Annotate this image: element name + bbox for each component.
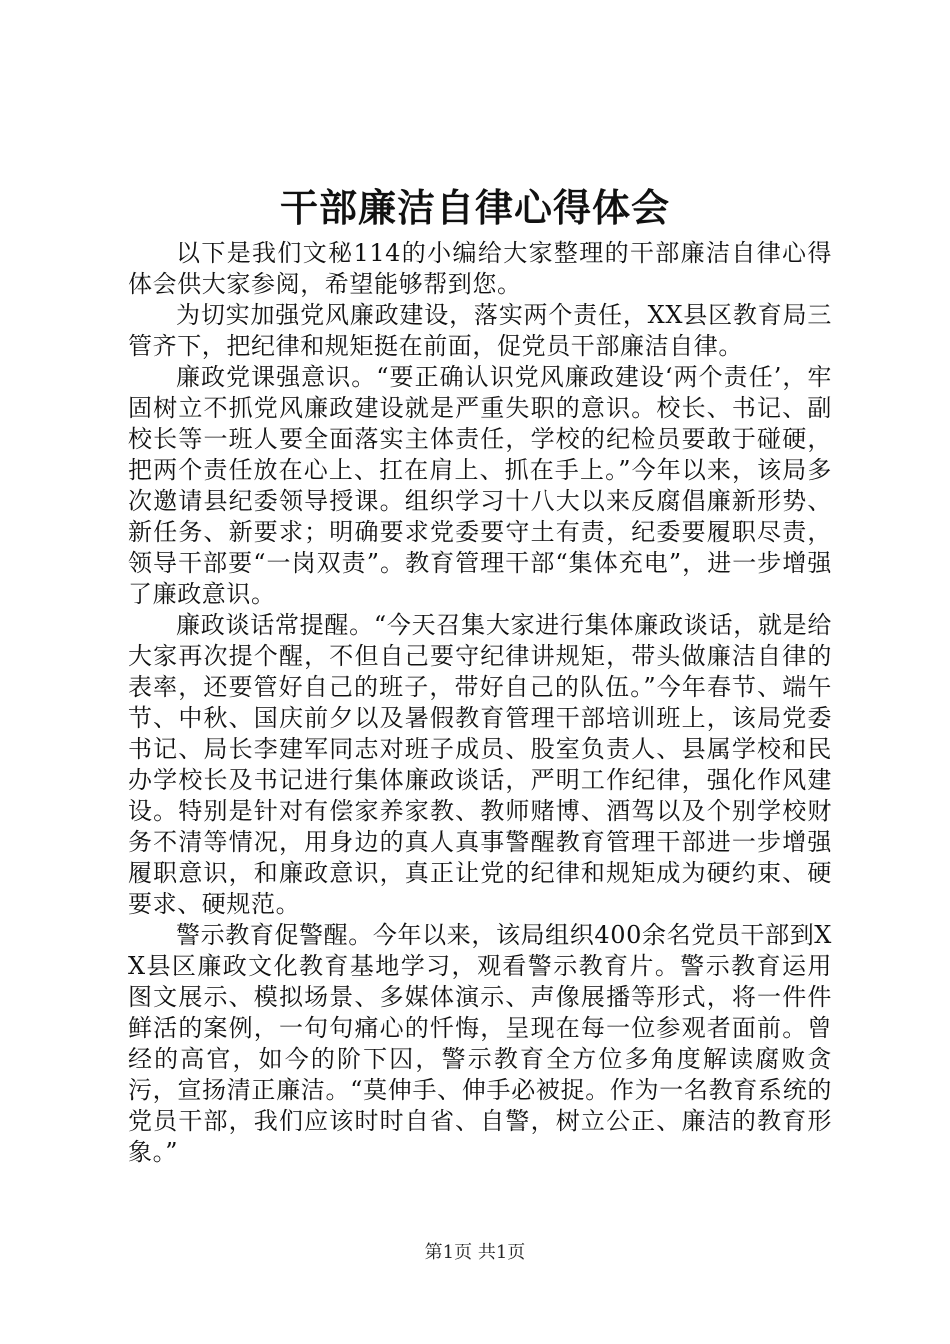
paragraph-overview: 为切实加强党风廉政建设，落实两个责任，XX县区教育局三管齐下，把纪律和规矩挺在前面，促党员干部廉洁自律。 xyxy=(128,301,832,360)
document-title: 干部廉洁自律心得体会 xyxy=(279,186,670,230)
paragraph-integrity-talk: 廉政谈话常提醒。“今天召集大家进行集体廉政谈话，就是给大家再次提个醒，不但自己要守纪律讲规矩，带头做廉洁自律的表率，还要管好自己的班子，带好自己的队伍。”今年春节、端午节、中秋、国庆前夕以及暑假教育管理干部培训班上，该局党委书记、局长李建军同志对班子成员、股室负责人、县属学校和民办学校长及书记进行集体廉政谈话，严明工作纪律，强化作风建设。特别是针对有偿家养家教、教师赌博、酒驾以及个别学校财务不清等情况，用身边的真人真事警醒教育管理干部进一步增强履职意识，和廉政意识，真正让党的纪律和规矩成为硬约束、硬要求、硬规范。 xyxy=(128,611,832,918)
page-footer: 第1页 共1页 xyxy=(424,1242,526,1263)
paragraph-party-lecture: 廉政党课强意识。“要正确认识党风廉政建设‘两个责任’，牢固树立不抓党风廉政建设就是严重失职的意识。校长、书记、副校长等一班人要全面落实主体责任，学校的纪检员要敢于碰硬，把两个责任放在心上、扛在肩上、抓在手上。”今年以来，该局多次邀请县纪委领导授课。组织学习十八大以来反腐倡廉新形势、新任务、新要求；明确要求党委要守土有责，纪委要履职尽责，领导干部要“一岗双责”。教育管理干部“集体充电”，进一步增强了廉政意识。 xyxy=(128,363,832,608)
paragraph-warning-education: 警示教育促警醒。今年以来，该局组织400余名党员干部到XX县区廉政文化教育基地学习，观看警示教育片。警示教育运用图文展示、模拟场景、多媒体演示、声像展播等形式，将一件件鲜活的案例，一句句痛心的忏悔，呈现在每一位参观者面前。曾经的高官，如今的阶下囚，警示教育全方位多角度解读腐败贪污，宣扬清正廉洁。“莫伸手、伸手必被捉。作为一名教育系统的党员干部，我们应该时时自省、自警，树立公正、廉洁的教育形象。” xyxy=(128,921,832,1166)
document-body xyxy=(128,238,832,1168)
paragraph-intro: 以下是我们文秘114的小编给大家整理的干部廉洁自律心得体会供大家参阅，希望能够帮到您。 xyxy=(128,239,832,298)
